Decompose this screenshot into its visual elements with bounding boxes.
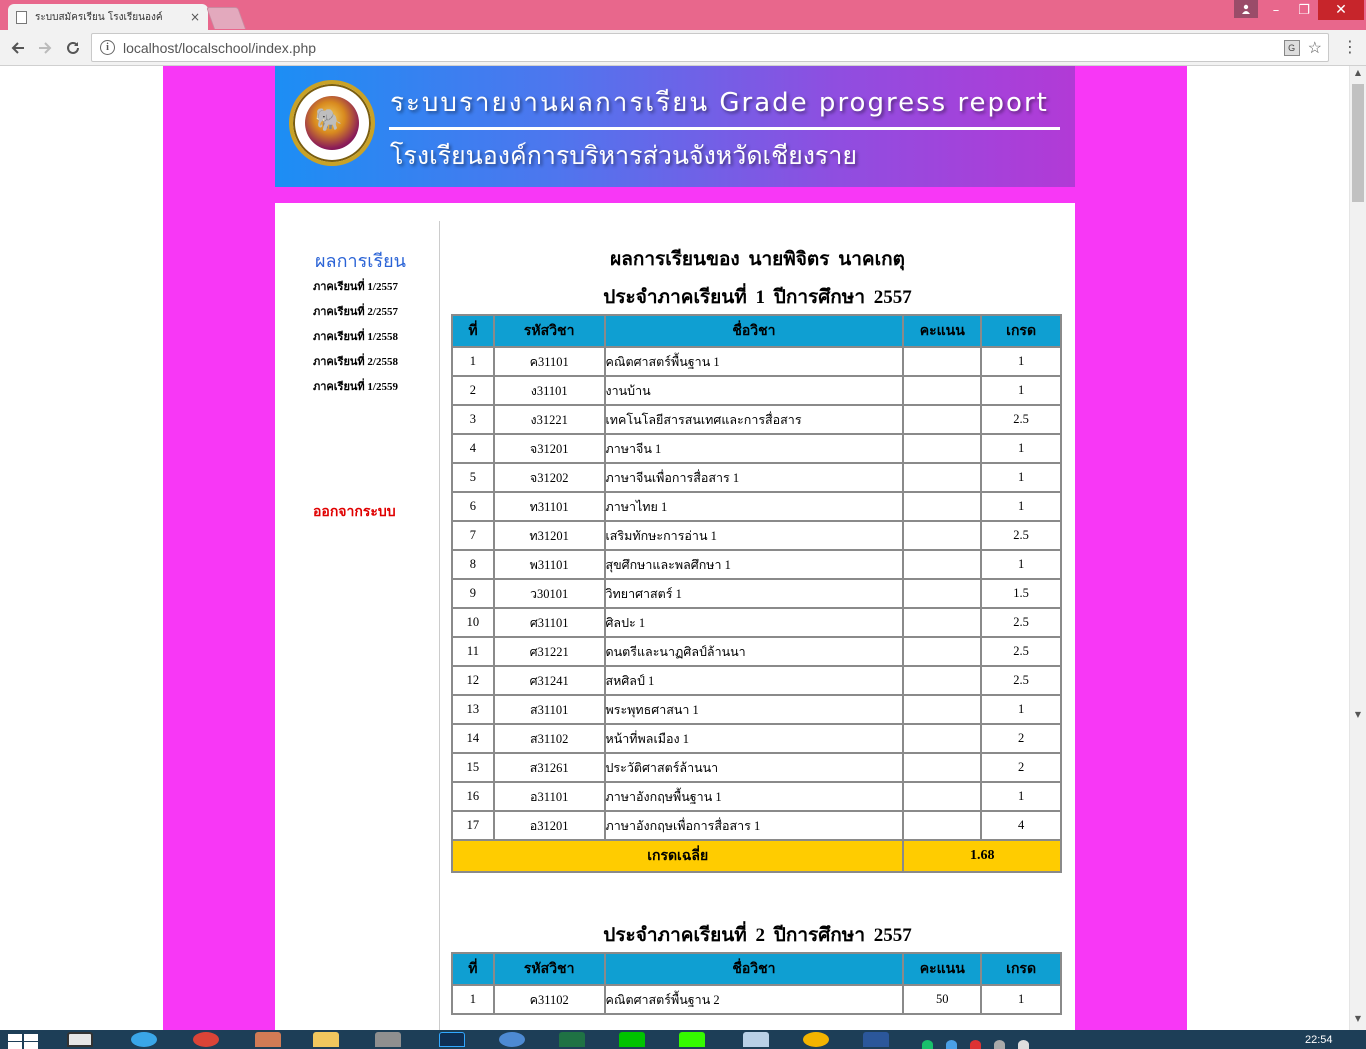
close-button[interactable]: ✕ (1318, 0, 1364, 20)
cell-grade: 1 (981, 985, 1061, 1014)
tray-network-icon[interactable] (994, 1040, 1005, 1049)
term-menu (313, 280, 398, 405)
user-app-icon[interactable] (244, 1032, 292, 1049)
scroll-marker-icon: ▼ (1354, 710, 1362, 719)
cell-score (903, 695, 981, 724)
col-header-score: คะแนน (903, 315, 981, 347)
bookmark-star-icon[interactable]: ☆ (1307, 39, 1322, 57)
cell-subject-name: เทคโนโลยีสารสนเทศและการสื่อสาร (605, 405, 904, 434)
cell-no: 13 (452, 695, 494, 724)
cell-no: 4 (452, 434, 494, 463)
tray-volume-icon[interactable] (1018, 1040, 1029, 1049)
tray-line-icon[interactable] (922, 1040, 933, 1049)
minimize-button[interactable]: – (1272, 2, 1280, 18)
reload-button[interactable] (61, 36, 85, 60)
sidebar-item-term-2-2557[interactable]: ภาคเรียนที่ 2/2557 (313, 306, 398, 318)
cell-score (903, 753, 981, 782)
cell-score (903, 376, 981, 405)
cell-score (903, 550, 981, 579)
sidebar-item-term-1-2557[interactable]: ภาคเรียนที่ 1/2557 (313, 281, 398, 293)
cell-no: 11 (452, 637, 494, 666)
cell-score (903, 434, 981, 463)
sidebar-heading: ผลการเรียน (315, 251, 406, 272)
app-yellow-icon[interactable] (792, 1032, 840, 1049)
average-row (452, 840, 1061, 872)
table-row (452, 811, 1061, 840)
grades-table (451, 314, 1062, 873)
tab-title: ระบบสมัครเรียน โรงเรียนองค์ (35, 11, 163, 23)
cell-grade: 4 (981, 811, 1061, 840)
chrome-active-icon[interactable] (488, 1032, 536, 1049)
line-icon[interactable] (608, 1032, 656, 1049)
sidebar-item-term-1-2559[interactable]: ภาคเรียนที่ 1/2559 (313, 381, 398, 393)
page-viewport (0, 66, 1349, 1030)
logout-link[interactable]: ออกจากระบบ (313, 504, 396, 520)
col-header-name: ชื่อวิชา (605, 953, 904, 985)
cell-subject-name: ภาษาไทย 1 (605, 492, 904, 521)
school-logo (289, 80, 375, 166)
content-panel (275, 203, 1075, 1030)
new-tab-button[interactable] (206, 7, 246, 29)
cell-code: ส31101 (494, 695, 605, 724)
school-name: โรงเรียนองค์การบริหารส่วนจังหวัดเชียงราย (390, 141, 858, 170)
cell-code: ท31201 (494, 521, 605, 550)
col-header-code: รหัสวิชา (494, 953, 605, 985)
col-header-no: ที่ (452, 315, 494, 347)
cell-subject-name: ประวัติศาสตร์ล้านนา (605, 753, 904, 782)
cell-grade: 2.5 (981, 666, 1061, 695)
cell-grade: 2.5 (981, 405, 1061, 434)
translate-icon[interactable]: G (1284, 40, 1300, 56)
table-row (452, 492, 1061, 521)
cell-no: 10 (452, 608, 494, 637)
cell-grade: 1 (981, 376, 1061, 405)
taskbar-clock[interactable]: 22:54 (1305, 1034, 1333, 1046)
photoshop-icon[interactable] (428, 1032, 476, 1049)
url-text[interactable]: localhost/localschool/index.php (123, 39, 317, 56)
browser-titlebar (0, 0, 1366, 30)
cell-code: จ31202 (494, 463, 605, 492)
cell-score (903, 782, 981, 811)
sidebar-item-term-2-2558[interactable]: ภาคเรียนที่ 2/2558 (313, 356, 398, 368)
cell-code: ง31221 (494, 405, 605, 434)
cell-no: 2 (452, 376, 494, 405)
cell-no: 14 (452, 724, 494, 753)
cell-grade: 2.5 (981, 521, 1061, 550)
cell-subject-name: คณิตศาสตร์พื้นฐาน 2 (605, 985, 904, 1014)
student-title: ผลการเรียนของ นายพิจิตร นาคเกตุ (610, 249, 905, 270)
table-row (452, 376, 1061, 405)
browser-toolbar (0, 30, 1366, 66)
table-row (452, 434, 1061, 463)
cell-score (903, 521, 981, 550)
profile-icon[interactable] (1234, 0, 1258, 18)
cell-score: 50 (903, 985, 981, 1014)
taskbar (0, 1030, 1366, 1049)
cell-no: 12 (452, 666, 494, 695)
tab-close-icon[interactable]: × (189, 10, 200, 24)
table-row (452, 550, 1061, 579)
term-title: ประจำภาคเรียนที่ 1 ปีการศึกษา 2557 (603, 287, 912, 308)
cell-no: 9 (452, 579, 494, 608)
cell-score (903, 347, 981, 376)
menu-icon[interactable]: ⋮ (1342, 37, 1358, 56)
cell-no: 1 (452, 985, 494, 1014)
table-row (452, 782, 1061, 811)
table-row (452, 666, 1061, 695)
file-explorer-icon[interactable] (302, 1032, 350, 1049)
cell-subject-name: สหศิลป์ 1 (605, 666, 904, 695)
maximize-button[interactable]: ❐ (1298, 2, 1310, 18)
cell-grade: 1 (981, 492, 1061, 521)
cell-no: 7 (452, 521, 494, 550)
cell-subject-name: หน้าที่พลเมือง 1 (605, 724, 904, 753)
cell-code: ค31102 (494, 985, 605, 1014)
table-header-row (452, 315, 1061, 347)
table-row (452, 521, 1061, 550)
table-row (452, 695, 1061, 724)
address-bar[interactable] (91, 33, 1329, 62)
table-header-row (452, 953, 1061, 985)
site-title: ระบบรายงานผลการเรียน Grade progress report (390, 88, 1049, 118)
cell-subject-name: พระพุทธศาสนา 1 (605, 695, 904, 724)
header-divider (389, 127, 1060, 130)
cell-subject-name: คณิตศาสตร์พื้นฐาน 1 (605, 347, 904, 376)
cell-no: 8 (452, 550, 494, 579)
chrome-icon[interactable] (182, 1032, 230, 1049)
dreamweaver-icon[interactable] (668, 1032, 716, 1049)
cell-no: 6 (452, 492, 494, 521)
cell-subject-name: ภาษาอังกฤษเพื่อการสื่อสาร 1 (605, 811, 904, 840)
cell-subject-name: ภาษาจีนเพื่อการสื่อสาร 1 (605, 463, 904, 492)
app-grid-icon[interactable] (364, 1032, 412, 1049)
cell-grade: 1 (981, 550, 1061, 579)
col-header-name: ชื่อวิชา (605, 315, 904, 347)
cell-score (903, 492, 981, 521)
cell-score (903, 637, 981, 666)
cell-code: จ31201 (494, 434, 605, 463)
cell-grade: 2.5 (981, 637, 1061, 666)
table-row (452, 637, 1061, 666)
scroll-up-arrow-icon[interactable]: ▲ (1354, 68, 1362, 77)
cell-subject-name: เสริมทักษะการอ่าน 1 (605, 521, 904, 550)
col-header-score: คะแนน (903, 953, 981, 985)
cell-score (903, 463, 981, 492)
cell-score (903, 811, 981, 840)
table-row (452, 463, 1061, 492)
cell-code: ท31101 (494, 492, 605, 521)
cell-no: 15 (452, 753, 494, 782)
cell-code: อ31101 (494, 782, 605, 811)
cell-code: ว30101 (494, 579, 605, 608)
excel-icon[interactable] (548, 1032, 596, 1049)
term-title: ประจำภาคเรียนที่ 2 ปีการศึกษา 2557 (603, 925, 912, 946)
header-banner (275, 66, 1075, 187)
cell-score (903, 724, 981, 753)
table-row (452, 753, 1061, 782)
cell-grade: 1 (981, 434, 1061, 463)
sidebar-item-term-1-2558[interactable]: ภาคเรียนที่ 1/2558 (313, 331, 398, 343)
cell-score (903, 608, 981, 637)
scroll-thumb[interactable] (1352, 84, 1364, 202)
forward-button[interactable] (33, 36, 57, 60)
cell-no: 16 (452, 782, 494, 811)
col-header-grade: เกรด (981, 315, 1061, 347)
browser-tab[interactable] (8, 4, 208, 30)
ie-icon[interactable] (120, 1032, 168, 1049)
cell-subject-name: สุขศึกษาและพลศึกษา 1 (605, 550, 904, 579)
cell-grade: 2 (981, 724, 1061, 753)
table-row (452, 405, 1061, 434)
cell-grade: 1 (981, 782, 1061, 811)
cell-score (903, 405, 981, 434)
col-header-code: รหัสวิชา (494, 315, 605, 347)
cell-no: 5 (452, 463, 494, 492)
cell-no: 17 (452, 811, 494, 840)
notepad-icon[interactable] (732, 1032, 780, 1049)
elephant-icon: 🐘 (315, 108, 343, 133)
cell-subject-name: วิทยาศาสตร์ 1 (605, 579, 904, 608)
table-row (452, 724, 1061, 753)
page-icon (16, 11, 27, 24)
table-row (452, 579, 1061, 608)
table-row (452, 347, 1061, 376)
cell-code: อ31201 (494, 811, 605, 840)
cell-grade: 1.5 (981, 579, 1061, 608)
cell-no: 1 (452, 347, 494, 376)
info-icon[interactable]: i (100, 40, 115, 55)
tray-antivirus-icon[interactable] (970, 1040, 981, 1049)
cell-grade: 2 (981, 753, 1061, 782)
report-area (440, 203, 1075, 1030)
table-row (452, 608, 1061, 637)
cell-code: ส31261 (494, 753, 605, 782)
grades-table (451, 952, 1062, 1015)
word-icon[interactable] (852, 1032, 900, 1049)
cell-code: ค31101 (494, 347, 605, 376)
cell-subject-name: ศิลปะ 1 (605, 608, 904, 637)
cell-score (903, 666, 981, 695)
task-view-icon[interactable] (56, 1032, 104, 1049)
average-label: เกรดเฉลี่ย (452, 840, 903, 872)
scroll-down-arrow-icon[interactable]: ▼ (1354, 1014, 1362, 1023)
cell-grade: 1 (981, 463, 1061, 492)
cell-code: พ31101 (494, 550, 605, 579)
cell-grade: 1 (981, 347, 1061, 376)
vertical-scrollbar[interactable] (1349, 66, 1366, 1030)
average-value: 1.68 (903, 840, 1061, 872)
cell-subject-name: ภาษาอังกฤษพื้นฐาน 1 (605, 782, 904, 811)
tray-app-icon[interactable] (946, 1040, 957, 1049)
cell-code: ส31102 (494, 724, 605, 753)
back-button[interactable] (6, 36, 30, 60)
cell-subject-name: ภาษาจีน 1 (605, 434, 904, 463)
col-header-no: ที่ (452, 953, 494, 985)
sidebar (275, 221, 440, 1030)
cell-code: ศ31241 (494, 666, 605, 695)
cell-grade: 1 (981, 695, 1061, 724)
cell-subject-name: ดนตรีและนาฏศิลป์ล้านนา (605, 637, 904, 666)
cell-no: 3 (452, 405, 494, 434)
col-header-grade: เกรด (981, 953, 1061, 985)
cell-code: ง31101 (494, 376, 605, 405)
cell-code: ศ31101 (494, 608, 605, 637)
cell-score (903, 579, 981, 608)
cell-subject-name: งานบ้าน (605, 376, 904, 405)
windows-start-icon[interactable] (8, 1034, 40, 1049)
cell-code: ศ31221 (494, 637, 605, 666)
table-row (452, 985, 1061, 1014)
cell-grade: 2.5 (981, 608, 1061, 637)
